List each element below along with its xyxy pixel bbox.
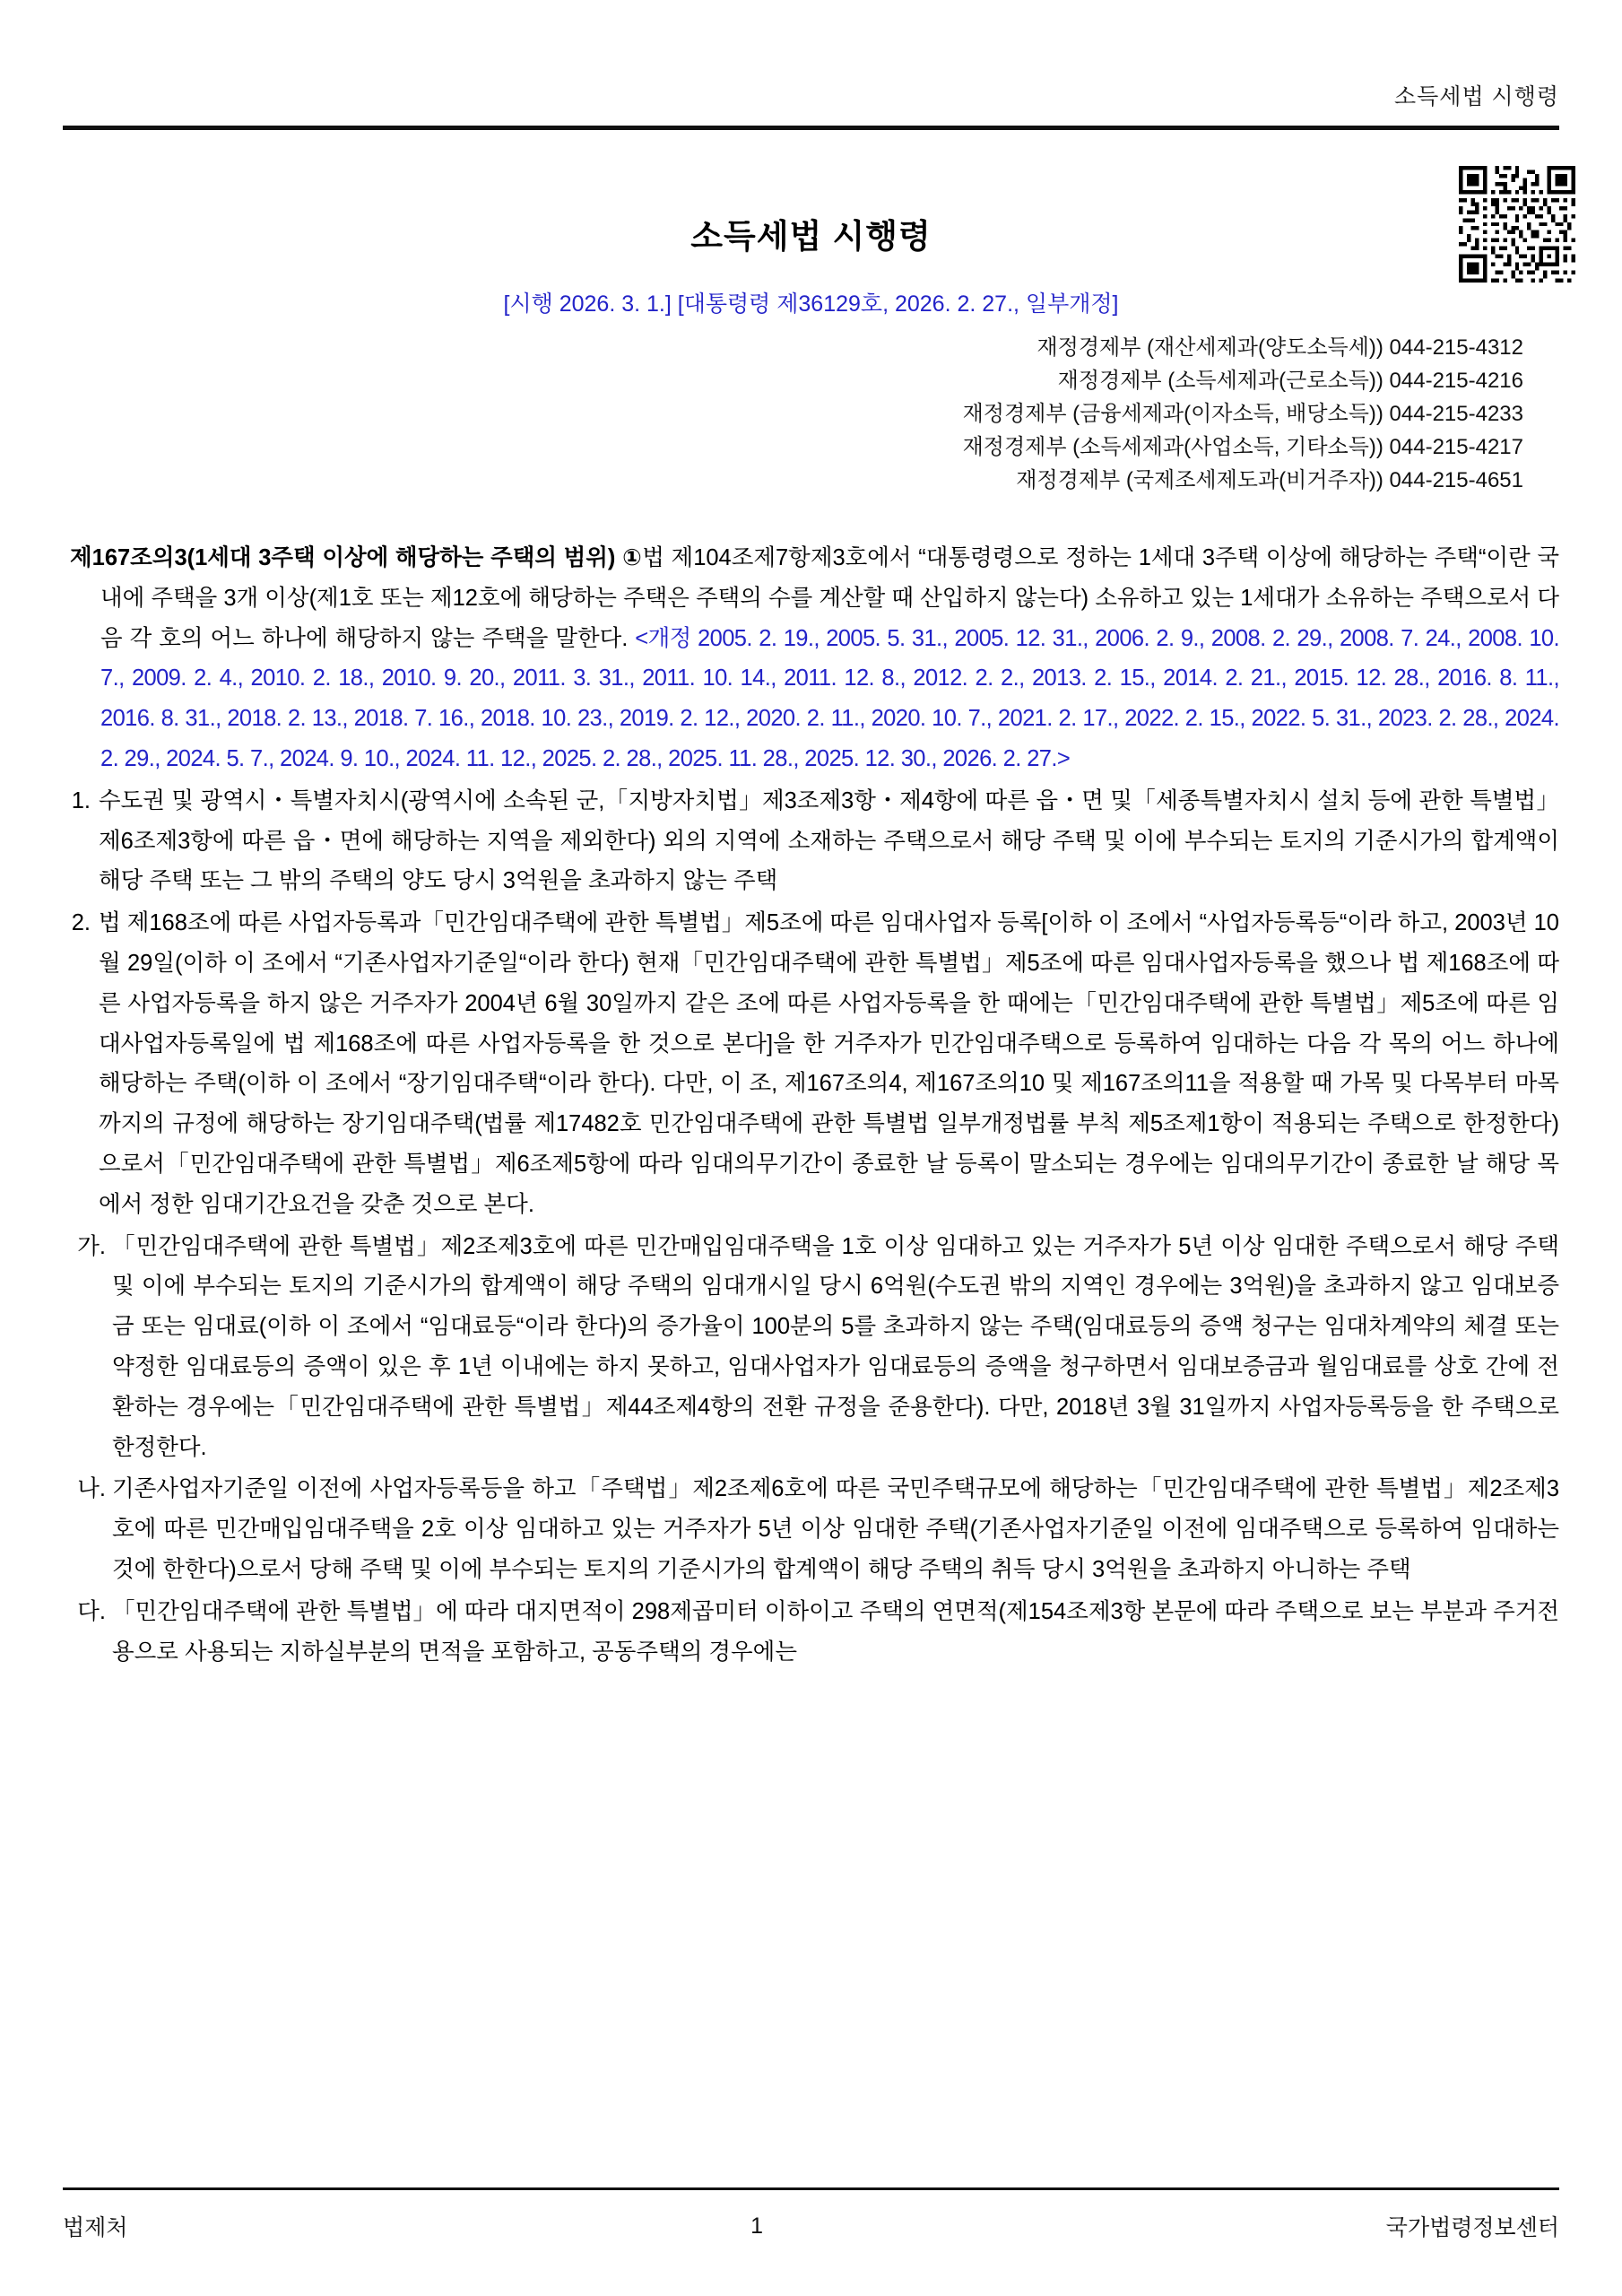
ministry-contact: 재정경제부 (금융세제과(이자소득, 배당소득)) 044-215-4233 bbox=[962, 402, 1523, 426]
list-item-text: 수도권 및 광역시・특별자치시(광역시에 소속된 군,「지방자치법」제3조제3항・제4항에 따른 읍・면 및「세종특별자치시 설치 등에 관한 특별법」제6조제3항에 따른 읍・면에 해당하는 지역을 제외한다) 외의 지역에 소재하는 주택으로서 해당 주택 및 이에 부수되는 토지의 기준시가의 합계액이 해당 주택 또는 그 밖의 주택의 양도 당시 3억원을 초과하지 않는 주택 bbox=[99, 787, 1559, 894]
sub-list-item-marker: 나. bbox=[77, 1476, 106, 1502]
footer-agency: 법제처 bbox=[63, 2215, 128, 2240]
running-header: 소득세법 시행령 bbox=[1394, 84, 1559, 109]
ministry-contact: 재정경제부 (소득세제과(사업소득, 기타소득)) 044-215-4217 bbox=[962, 435, 1523, 459]
sub-list-item-text: 「민간임대주택에 관한 특별법」에 따라 대지면적이 298제곱미터 이하이고 주택의 연면적(제154조제3항 본문에 따라 주택으로 보는 부분과 주거전용으로 사용되는 지하실부분의 면적을 포함하고, 공동주택의 경우에는 bbox=[112, 1598, 1559, 1665]
list-item-marker: 1. bbox=[71, 787, 91, 813]
page-footer bbox=[63, 2208, 1559, 2244]
ministry-contact: 재정경제부 (소득세제과(근로소득)) 044-215-4216 bbox=[1057, 369, 1523, 393]
list-item-text: 법 제168조에 따른 사업자등록과「민간임대주택에 관한 특별법」제5조에 따른 임대사업자 등록[이하 이 조에서 “사업자등록등“이라 하고, 2003년 10월 29일(이하 이 조에서 “기존사업자기준일“이라 한다) 현재「민간임대주택에 관한 특별법」제5조에 따른 임대사업자등록을 했으나 법 제168조에 따른 사업자등록을 하지 않은 거주자가 2004년 6월 30일까지 같은 조에 따른 사업자등록을 한 때에는「민간임대주택에 관한 특별법」제5조에 따른 임대사업자등록일에 법 제168조에 따른 사업자등록을 한 것으로 본다]을 한 거주자가 민간임대주택으로 등록하여 임대하는 다음 각 목의 어느 하나에 해당하는 주택(이하 이 조에서 “장기임대주택“이라 한다). 다만, 이 조, 제167조의4, 제167조의10 및 제167조의11을 적용할 때 가목 및 다목부터 마목까지의 규정에 해당하는 장기임대주택(법률 제17482호 민간임대주택에 관한 특별법 일부개정법률 부칙 제5조제1항이 적용되는 주택으로 한정한다)으로서「민간임대주택에 관한 특별법」제6조제5항에 따라 임대의무기간이 종료한 날 등록이 말소되는 경우에는 임대의무기간이 종료한 날 해당 목에서 정한 임대기간요건을 갖춘 것으로 본다. bbox=[99, 910, 1559, 1217]
ministry-contact: 재정경제부 (국제조세제도과(비거주자)) 044-215-4651 bbox=[1016, 468, 1523, 492]
sub-list-item-marker: 가. bbox=[77, 1233, 106, 1259]
article-heading: 제167조의3(1세대 3주택 이상에 해당하는 주택의 범위) bbox=[70, 545, 616, 570]
list-item-marker: 2. bbox=[71, 910, 91, 936]
footer-source: 국가법령정보센터 bbox=[1385, 2215, 1559, 2240]
footer-divider bbox=[63, 2187, 1559, 2190]
sub-list-item bbox=[63, 1227, 1559, 1468]
document-body bbox=[63, 538, 1559, 1672]
header-divider bbox=[63, 126, 1559, 130]
article-167-3 bbox=[63, 538, 1559, 779]
list-item bbox=[63, 903, 1559, 1224]
ministry-contact-list bbox=[63, 331, 1559, 497]
list-item bbox=[63, 781, 1559, 901]
enforcement-info: [시행 2026. 3. 1.] [대통령령 제36129호, 2026. 2. 27., 일부개정] bbox=[503, 291, 1119, 317]
page-number: 1 bbox=[750, 2213, 764, 2239]
sub-list-item-text: 기존사업자기준일 이전에 사업자등록등을 하고「주택법」제2조제6호에 따른 국민주택규모에 해당하는「민간임대주택에 관한 특별법」제2조제3호에 따른 민간매입임대주택을 2호 이상 임대하고 있는 거주자가 5년 이상 임대한 주택(기존사업자기준일 이전에 임대주택으로 등록하여 임대하는 것에 한한다)으로서 당해 주택 및 이에 부수되는 토지의 기준시가의 합계액이 해당 주택의 취득 당시 3억원을 초과하지 아니하는 주택 bbox=[112, 1476, 1559, 1582]
ministry-contact: 재정경제부 (재산세제과(양도소득세)) 044-215-4312 bbox=[1037, 335, 1523, 360]
sub-list-item bbox=[63, 1592, 1559, 1673]
title-block bbox=[63, 148, 1559, 497]
amendment-history: <개정 2005. 2. 19., 2005. 5. 31., 2005. 12. 31., 2006. 2. 9., 2008. 2. 29., 2008. 7. 24., 2008. 10. 7., 2009. 2. 4., 2010. 2. 18., 2010. 9. 20., 2011. 3. 31., 2011. 10. 14., 2011. 12. 8., 2012. 2. 2., 2013. 2. 15., 2014. 2. 21., 2015. 12. 28., 2016. 8. 11., 2016. 8. 31., 2018. 2. 13., 2018. 7. 16., 2018. 10. 23., 2019. 2. 12., 2020. 2. 11., 2020. 10. 7., 2021. 2. 17., 2022. 2. 15., 2022. 5. 31., 2023. 2. 28., 2024. 2. 29., 2024. 5. 7., 2024. 9. 10., 2024. 11. 12., 2025. 2. 28., 2025. 11. 28., 2025. 12. 30., 2026. 2. 27.> bbox=[100, 625, 1559, 771]
paragraph-marker: ① bbox=[615, 545, 643, 570]
sub-list-item-marker: 다. bbox=[77, 1598, 106, 1624]
sub-list-item-text: 「민간임대주택에 관한 특별법」제2조제3호에 따른 민간매입임대주택을 1호 이상 임대하고 있는 거주자가 5년 이상 임대한 주택으로서 해당 주택 및 이에 부수되는 토지의 기준시가의 합계액이 해당 주택의 임대개시일 당시 6억원(수도권 밖의 지역인 경우에는 3억원)을 초과하지 않고 임대보증금 또는 임대료(이하 이 조에서 “임대료등“이라 한다)의 증가율이 100분의 5를 초과하지 않는 주택(임대료등의 증액 청구는 임대차계약의 체결 또는 약정한 임대료등의 증액이 있은 후 1년 이내에는 하지 못하고, 임대사업자가 임대료등의 증액을 청구하면서 임대보증금과 월임대료를 상호 간에 전환하는 경우에는「민간임대주택에 관한 특별법」제44조제4항의 전환 규정을 준용한다). 다만, 2018년 3월 31일까지 사업자등록등을 한 주택으로 한정한다. bbox=[112, 1233, 1559, 1460]
sub-list-item bbox=[63, 1469, 1559, 1589]
article-body-text: 법 제104조제7항제3호에서 “대통령령으로 정하는 1세대 3주택 이상에 해당하는 주택“이란 국내에 주택을 3개 이상(제1호 또는 제12호에 해당하는 주택은 주택의 수를 계산할 때 산입하지 않는다) 소유하고 있는 1세대가 소유하는 주택으로서 다음 각 호의 어느 하나에 해당하지 않는 주택을 말한다. bbox=[100, 545, 1560, 651]
page-title: 소득세법 시행령 bbox=[690, 218, 932, 255]
